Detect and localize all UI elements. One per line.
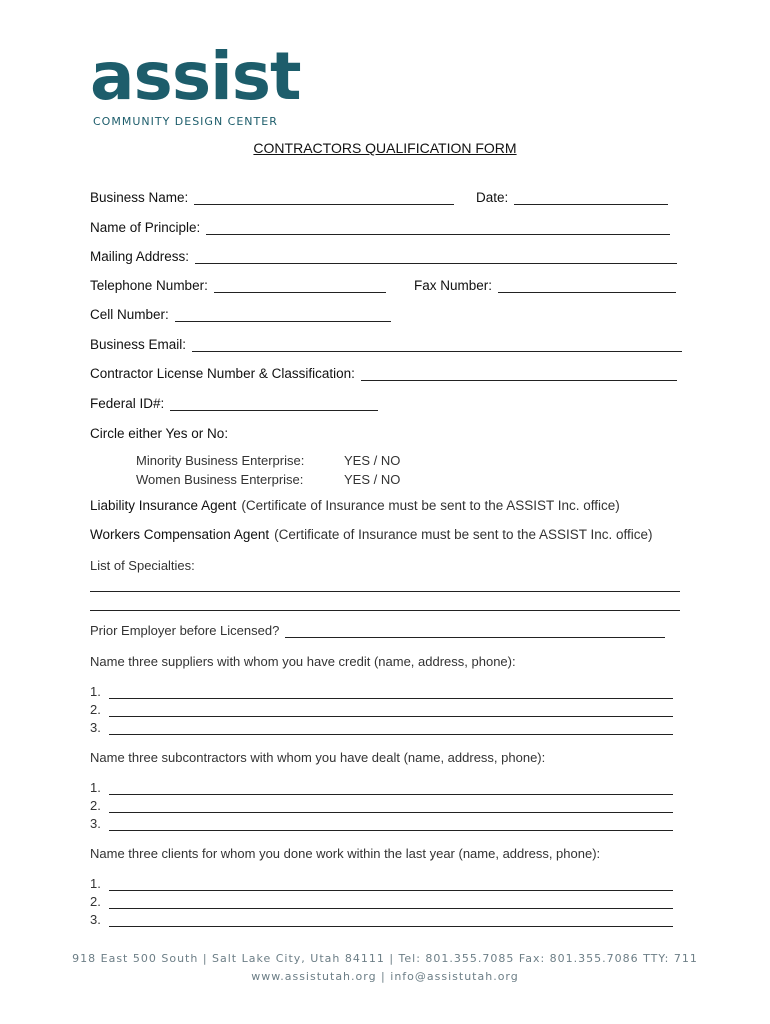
supplier-line-2 xyxy=(90,702,673,717)
client-line-3 xyxy=(90,912,673,927)
mbe-yes-no[interactable]: YES / NO xyxy=(344,453,401,468)
cell-field[interactable] xyxy=(175,307,391,322)
supplier-number-2: 2. xyxy=(90,702,101,717)
email-row xyxy=(90,337,682,352)
specialties-line-2[interactable] xyxy=(90,610,680,611)
suppliers-heading-text: Name three suppliers with whom you have credit (name, address, phone): xyxy=(90,654,516,669)
federal-id-field[interactable] xyxy=(170,396,378,411)
mailing-field[interactable] xyxy=(195,249,677,264)
workers-row xyxy=(90,527,653,542)
specialties-row xyxy=(90,558,195,573)
fax-label: Fax Number: xyxy=(414,278,493,293)
mailing-label: Mailing Address: xyxy=(90,249,190,264)
circle-heading xyxy=(90,426,228,441)
business-name-field[interactable] xyxy=(194,190,454,205)
email-label: Business Email: xyxy=(90,337,187,352)
business-name-label: Business Name: xyxy=(90,190,189,205)
client-field-2[interactable] xyxy=(109,895,673,909)
circle-heading-text: Circle either Yes or No: xyxy=(90,426,229,441)
telephone-field[interactable] xyxy=(214,278,386,293)
client-number-2: 2. xyxy=(90,894,101,909)
liability-note: (Certificate of Insurance must be sent to the ASSIST Inc. office) xyxy=(241,498,620,513)
subcontractor-number-1: 1. xyxy=(90,780,101,795)
liability-row xyxy=(90,498,620,513)
specialties-label: List of Specialties: xyxy=(90,558,195,573)
email-field[interactable] xyxy=(192,337,682,352)
workers-label: Workers Compensation Agent xyxy=(90,527,270,542)
prior-employer-row xyxy=(90,623,665,638)
date-field[interactable] xyxy=(514,190,668,205)
supplier-number-1: 1. xyxy=(90,684,101,699)
date-row xyxy=(476,190,668,205)
subcontractor-line-1 xyxy=(90,780,673,795)
supplier-number-3: 3. xyxy=(90,720,101,735)
mailing-row xyxy=(90,249,677,264)
date-label: Date: xyxy=(476,190,509,205)
wbe-label: Women Business Enterprise: xyxy=(136,472,304,487)
license-field[interactable] xyxy=(361,366,677,381)
subcontractor-number-3: 3. xyxy=(90,816,101,831)
fax-row xyxy=(414,278,676,293)
supplier-line-1 xyxy=(90,684,673,699)
logo-subtitle: COMMUNITY DESIGN CENTER xyxy=(93,115,278,128)
client-line-2 xyxy=(90,894,673,909)
client-field-1[interactable] xyxy=(109,877,673,891)
subcontractor-line-3 xyxy=(90,816,673,831)
subcontractor-field-1[interactable] xyxy=(109,781,673,795)
telephone-label: Telephone Number: xyxy=(90,278,208,293)
federal-id-row xyxy=(90,396,378,411)
client-number-1: 1. xyxy=(90,876,101,891)
client-field-3[interactable] xyxy=(109,913,673,927)
wbe-yes-no[interactable]: YES / NO xyxy=(344,472,401,487)
fax-field[interactable] xyxy=(498,278,676,293)
subcontractors-heading-text: Name three subcontractors with whom you have dealt (name, address, phone): xyxy=(90,750,546,765)
suppliers-heading xyxy=(90,654,516,669)
cell-row xyxy=(90,307,391,322)
principle-field[interactable] xyxy=(206,220,670,235)
supplier-line-3 xyxy=(90,720,673,735)
supplier-field-1[interactable] xyxy=(109,685,673,699)
client-number-3: 3. xyxy=(90,912,101,927)
supplier-field-3[interactable] xyxy=(109,721,673,735)
form-title: CONTRACTORS QUALIFICATION FORM xyxy=(253,140,517,156)
workers-note: (Certificate of Insurance must be sent to the ASSIST Inc. office) xyxy=(274,527,653,542)
clients-heading-text: Name three clients for whom you done work within the last year (name, address, phone): xyxy=(90,846,601,861)
subcontractor-field-2[interactable] xyxy=(109,799,673,813)
mbe-label: Minority Business Enterprise: xyxy=(136,453,305,468)
subcontractor-line-2 xyxy=(90,798,673,813)
license-label: Contractor License Number & Classification: xyxy=(90,366,355,381)
clients-heading xyxy=(90,846,600,861)
cell-label: Cell Number: xyxy=(90,307,169,322)
assist-logo: assist xyxy=(90,38,301,115)
subcontractor-field-3[interactable] xyxy=(109,817,673,831)
prior-employer-field[interactable] xyxy=(285,623,665,638)
subcontractors-heading xyxy=(90,750,545,765)
telephone-row xyxy=(90,278,386,293)
principle-row xyxy=(90,220,670,235)
footer-contact: www.assistutah.org | info@assistutah.org xyxy=(251,970,519,983)
subcontractor-number-2: 2. xyxy=(90,798,101,813)
federal-id-label: Federal ID#: xyxy=(90,396,165,411)
principle-label: Name of Principle: xyxy=(90,220,201,235)
supplier-field-2[interactable] xyxy=(109,703,673,717)
specialties-line-1[interactable] xyxy=(90,591,680,592)
footer-address: 918 East 500 South | Salt Lake City, Utah 84111 | Tel: 801.355.7085 Fax: 801.355.7086 TTY: 711 xyxy=(72,952,698,965)
prior-employer-label: Prior Employer before Licensed? xyxy=(90,623,280,638)
liability-label: Liability Insurance Agent xyxy=(90,498,237,513)
business-name-row xyxy=(90,190,454,205)
license-row xyxy=(90,366,677,381)
client-line-1 xyxy=(90,876,673,891)
